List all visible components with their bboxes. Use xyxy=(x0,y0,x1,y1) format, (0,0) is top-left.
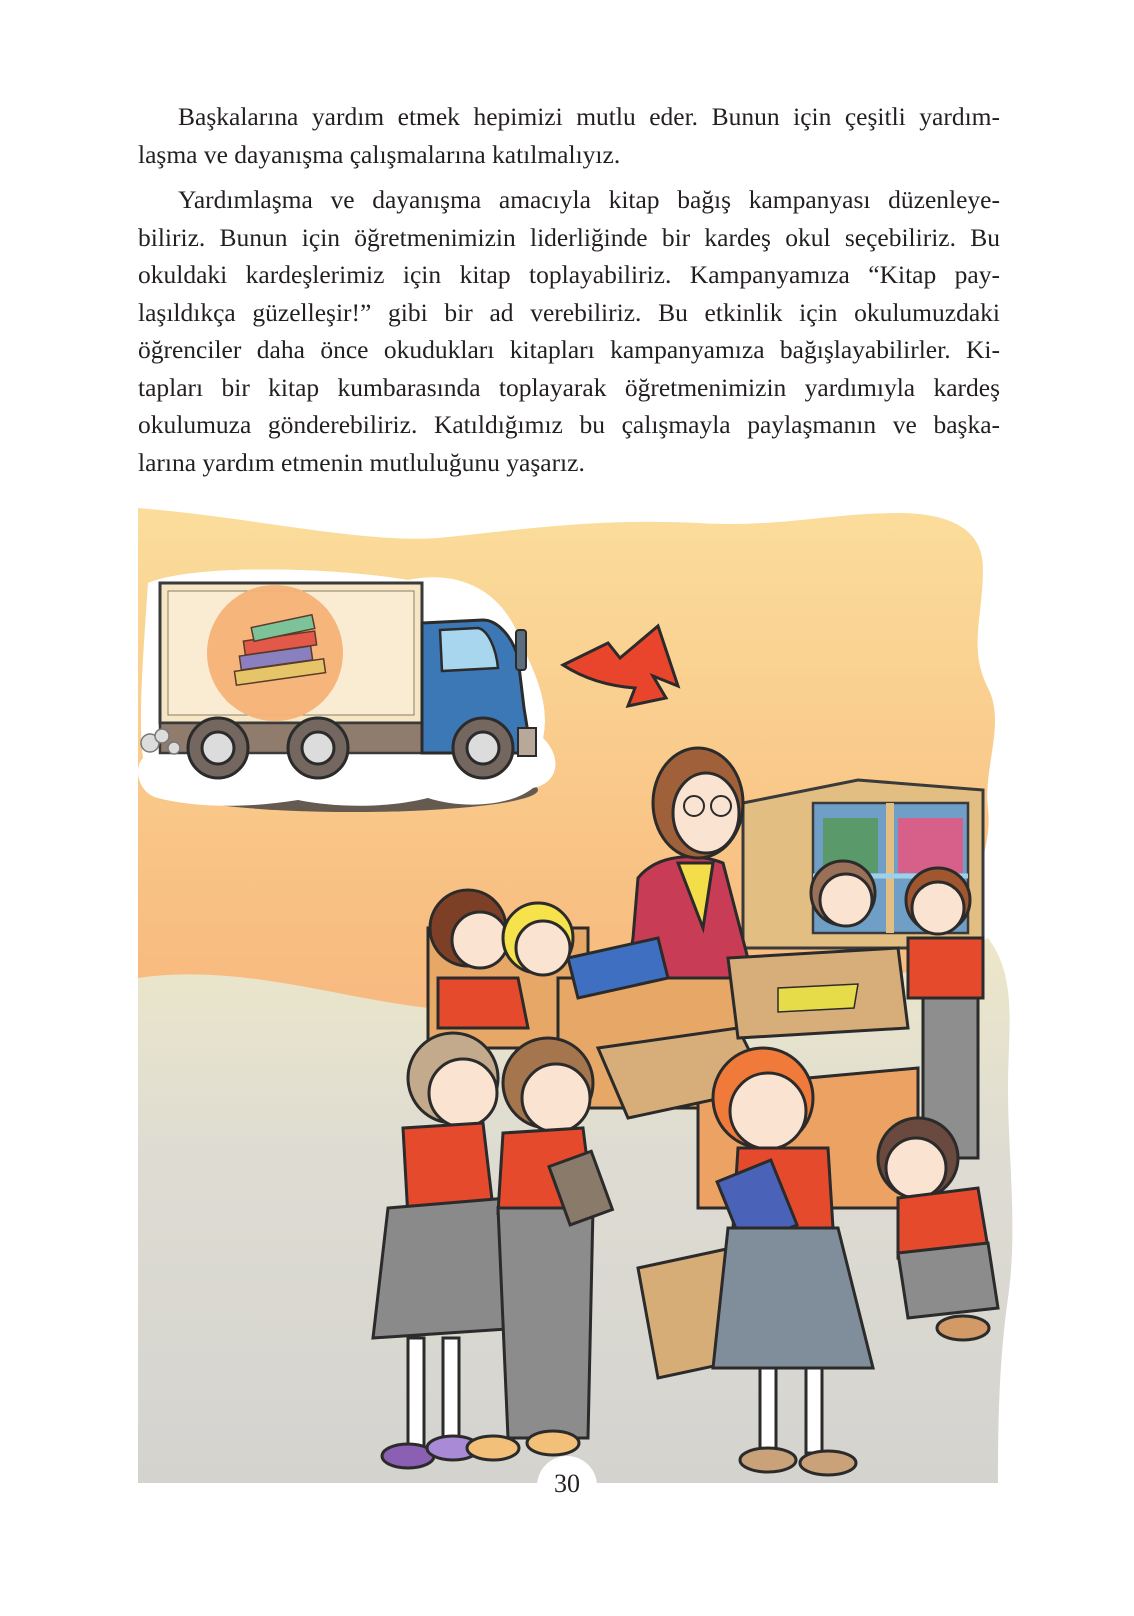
text-line: laşıldıkça güzelleşir!” gibi bir ad verebiliriz. Bu etkinlik için okulumuzdaki xyxy=(138,297,1000,327)
text-line: Başkalarına yardım etmek hepimizi mutlu eder. Bunun için çeşitli yardım- xyxy=(178,102,1000,131)
paragraph-1 xyxy=(138,98,1000,173)
body-text xyxy=(138,98,1000,489)
truck-inset xyxy=(138,569,555,812)
text-line: biliriz. Bunun için öğretmenimizin liderliğinde bir kardeş okul seçebiliriz. Bu xyxy=(138,222,1000,252)
book-donation-illustration xyxy=(138,508,1018,1483)
text-line: okulumuza gönderebiliriz. Katıldığımız bu çalışmayla paylaşmanın ve başka- xyxy=(138,410,1000,439)
paragraph-2 xyxy=(138,181,1000,481)
text-line: okuldaki kardeşlerimiz için kitap toplayabiliriz. Kampanyamıza “Kitap pay- xyxy=(138,260,1000,289)
text-line: laşma ve dayanışma çalışmalarına katılmalıyız. xyxy=(138,139,621,169)
text-line: larına yardım etmenin mutluluğunu yaşarız. xyxy=(138,447,585,477)
page-number: 30 xyxy=(554,1469,580,1498)
text-line: öğrenciler daha önce okudukları kitapları kampanyamıza bağışlayabilirler. Ki- xyxy=(138,335,1000,364)
text-line: Yardımlaşma ve dayanışma amacıyla kitap bağış kampanyası düzenleye- xyxy=(178,185,1000,214)
text-line: tapları bir kitap kumbarasında toplayarak öğretmenimizin yardımıyla kardeş xyxy=(138,372,1000,402)
